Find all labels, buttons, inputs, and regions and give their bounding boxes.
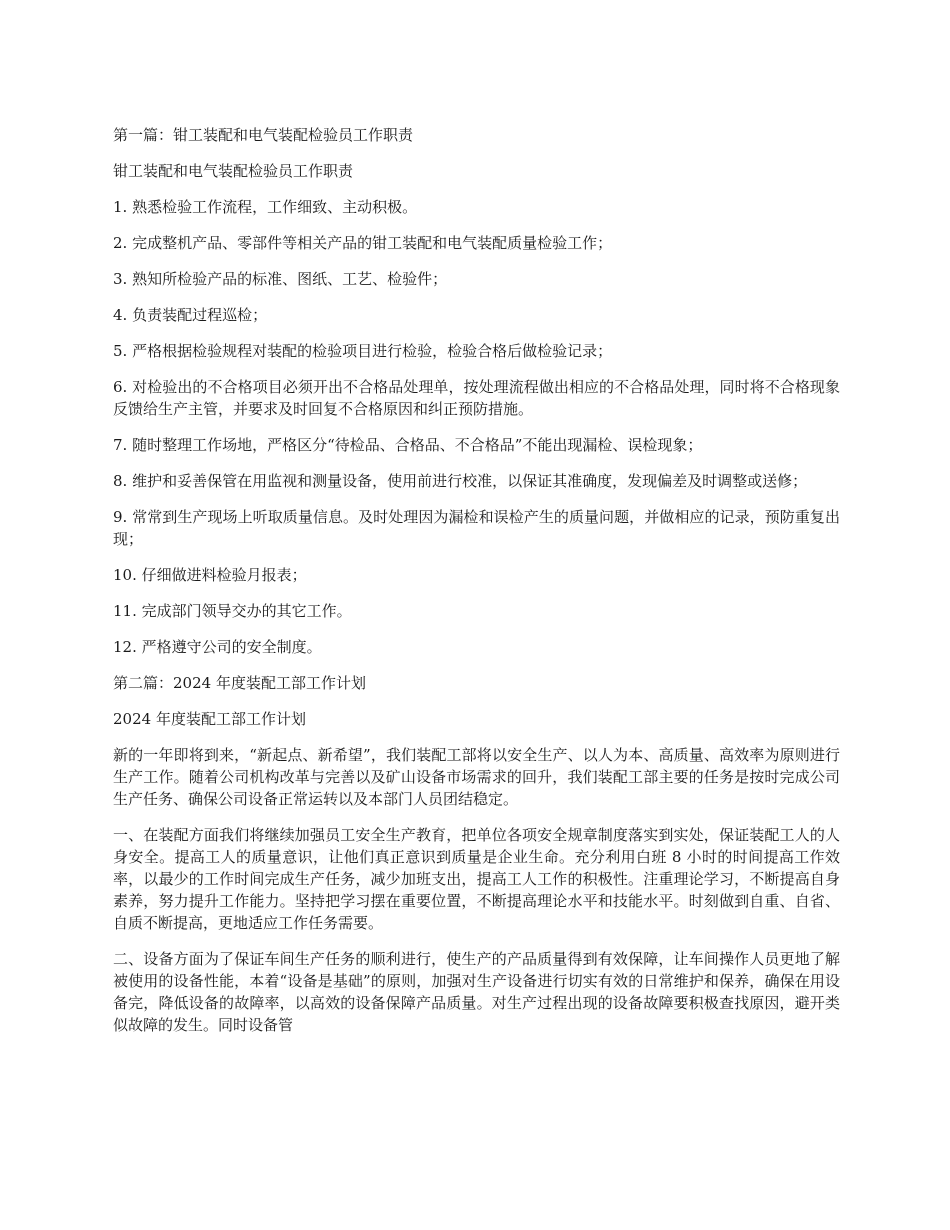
assembly-paragraph: 一、在装配方面我们将继续加强员工安全生产教育，把单位各项安全规章制度落实到实处，保证装配工人的人身安全。提高工人的质量意识，让他们真正意识到质量是企业生命。充分利用白班 8 小时的时间提高工作效率，以最少的工作时间完成生产任务，减少加班支出，提高工人工作的积极性。注重理论学习，不断提高自身素养，努力提升工作能力。坚持把学习摆在重要位置，不断提高理论水平和技能水平。时刻做到自重、自省、自质不断提高，更地适应工作任务需要。 — [113, 826, 840, 932]
equipment-paragraph: 二、设备方面为了保证车间生产任务的顺利进行，使生产的产品质量得到有效保障，让车间操作人员更地了解被使用的设备性能，本着“设备是基础”的原则，加强对生产设备进行切实有效的日常维护和保养，确保在用设备完，降低设备的故障率，以高效的设备保障产品质量。对生产过程出现的设备故障要积极查找原因，避开类似故障的发生。同时设备管 — [113, 950, 840, 1034]
duty-item-5: 5. 严格根据检验规程对装配的检验项目进行检验，检验合格后做检验记录； — [113, 342, 613, 360]
section-subtitle-1: 钳工装配和电气装配检验员工作职责 — [113, 162, 354, 180]
intro-paragraph: 新的一年即将到来，“新起点、新希望”，我们装配工部将以安全生产、以人为本、高质量、高效率为原则进行生产工作。随着公司机构改革与完善以及矿山设备市场需求的回升，我们装配工部主要的任务是按时完成公司生产任务、确保公司设备正常运转以及本部门人员团结稳定。 — [113, 746, 840, 808]
section-subtitle-2: 2024 年度装配工部工作计划 — [113, 710, 306, 728]
section-title-2: 第二篇：2024 年度装配工部工作计划 — [113, 674, 366, 692]
document-body — [113, 124, 840, 1050]
duty-item-1: 1. 熟悉检验工作流程，工作细致、主动积极。 — [113, 198, 418, 216]
duty-item-10: 10. 仔细做进料检验月报表； — [113, 566, 307, 584]
duty-item-8: 8. 维护和妥善保管在用监视和测量设备，使用前进行校准，以保证其准确度，发现偏差及时调整或送修； — [113, 472, 808, 490]
duty-item-6: 6. 对检验出的不合格项目必须开出不合格品处理单，按处理流程做出相应的不合格品处理，同时将不合格现象反馈给生产主管，并要求及时回复不合格原因和纠正预防措施。 — [113, 378, 840, 418]
duty-item-12: 12. 严格遵守公司的安全制度。 — [113, 638, 322, 656]
duty-item-3: 3. 熟知所检验产品的标准、图纸、工艺、检验件； — [113, 270, 448, 288]
duty-item-11: 11. 完成部门领导交办的其它工作。 — [113, 602, 352, 620]
section-title-1: 第一篇：钳工装配和电气装配检验员工作职责 — [113, 126, 414, 144]
duty-item-9: 9. 常常到生产现场上听取质量信息。及时处理因为漏检和误检产生的质量问题，并做相应的记录，预防重复出现； — [113, 508, 840, 548]
duty-item-7: 7. 随时整理工作场地，严格区分“待检品、合格品、不合格品”不能出现漏检、误检现象； — [113, 436, 703, 454]
duty-item-2: 2. 完成整机产品、零部件等相关产品的钳工装配和电气装配质量检验工作； — [113, 234, 613, 252]
duty-item-4: 4. 负责装配过程巡检； — [113, 306, 268, 324]
